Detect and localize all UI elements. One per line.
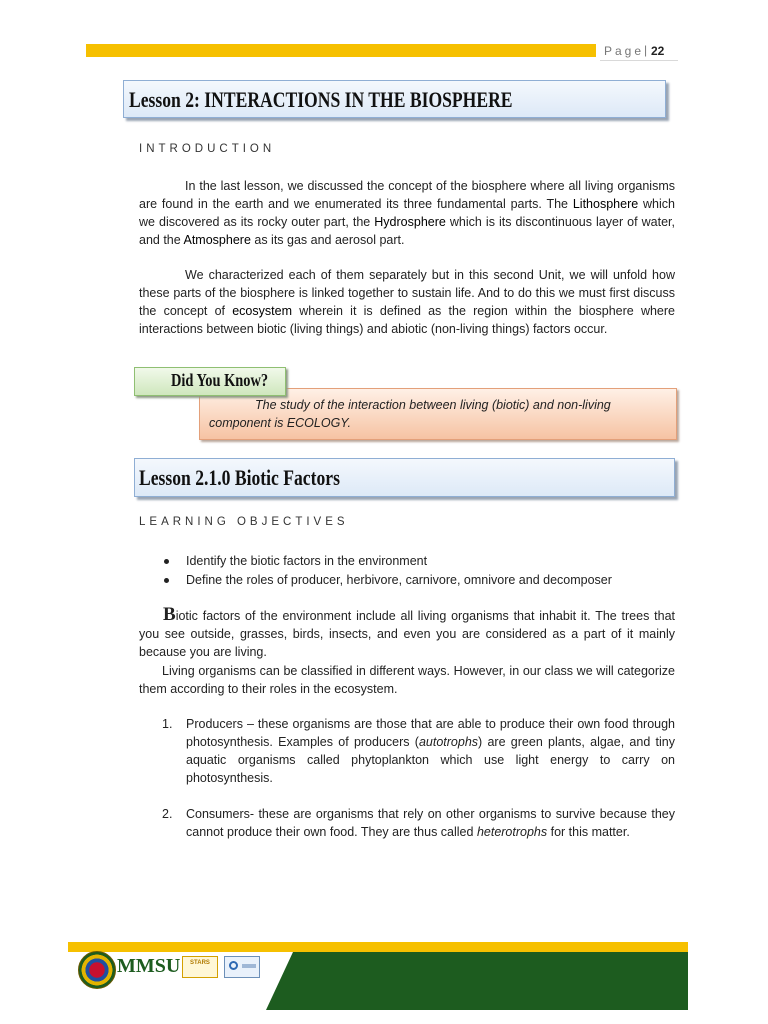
- biotic-paragraph: [139, 604, 675, 661]
- drop-cap: B: [163, 604, 176, 625]
- para-text: In the last lesson, we discussed the concept of the biosphere where all living organisms are found in the earth and we enumerated its three fundamental parts. The: [139, 179, 675, 211]
- para-text: Living organisms can be classified in different ways. However, in our class we will categorize them according to their roles in the ecosystem.: [139, 664, 675, 696]
- learning-objectives-heading: LEARNING OBJECTIVES: [139, 516, 349, 528]
- para-text: as its gas and aerosol part.: [250, 233, 405, 247]
- stars-badge-text: STARS: [190, 960, 210, 966]
- para-text: iotic factors of the environment include all living organisms that inhabit it. The trees that you see outside, grasses, birds, insects, and even you are considered as a part of it mainly because you are living.: [139, 609, 675, 659]
- did-you-know-label: Did You Know?: [171, 370, 269, 390]
- intro-paragraph-1: [139, 177, 675, 249]
- term-lithosphere: Lithosphere: [572, 197, 639, 211]
- did-you-know-tab: [134, 367, 286, 396]
- did-you-know-body: The study of the interaction between living (biotic) and non-living component is ECOLOGY.: [209, 398, 611, 430]
- lesson-title-box: [123, 80, 666, 118]
- item-number: 1.: [162, 717, 173, 731]
- intro-paragraph-2: [139, 266, 675, 338]
- page-separator: |: [644, 43, 648, 57]
- classification-paragraph: [139, 662, 675, 698]
- item-emphasis: autotrophs: [418, 735, 479, 749]
- list-item: Define the roles of producer, herbivore, carnivore, omnivore and decomposer: [160, 571, 680, 590]
- numbered-item-producers: [162, 715, 675, 787]
- term-atmosphere: Atmosphere: [183, 233, 251, 247]
- did-you-know-text: [209, 396, 669, 432]
- para-text: which we discovered as its rocky outer part, the: [139, 197, 675, 229]
- university-seal-icon: [78, 951, 116, 989]
- item-number: 2.: [162, 807, 173, 821]
- item-text: Consumers- these are organisms that rely on other organisms to survive because they cannot produce their own food. They are thus called: [186, 807, 675, 839]
- page-label: Page: [604, 44, 645, 58]
- term-ecosystem: ecosystem: [232, 304, 292, 318]
- para-text: which is its discontinuous layer of water, and the: [139, 215, 675, 247]
- item-text: for this matter.: [547, 825, 630, 839]
- page-number: 22: [651, 44, 665, 58]
- footer-yellow-band: [68, 942, 688, 952]
- introduction-heading: INTRODUCTION: [139, 143, 276, 155]
- list-item: Identify the biotic factors in the environment: [160, 552, 680, 571]
- header-rule: [600, 60, 678, 61]
- item-text: Producers – these organisms are those that are able to produce their own food through photosynthesis. Examples of producers (: [186, 717, 675, 749]
- item-body: [186, 715, 675, 787]
- objectives-list: [160, 552, 680, 590]
- item-emphasis: heterotrophs: [476, 825, 548, 839]
- lesson-title: Lesson 2: INTERACTIONS IN THE BIOSPHERE: [129, 87, 513, 112]
- subsection-title: Lesson 2.1.0 Biotic Factors: [139, 465, 340, 490]
- certification-line: [242, 964, 256, 968]
- item-text: ) are green plants, algae, and tiny aquatic organisms called phytoplankton which use light energy to carry on photosynthesis.: [186, 735, 676, 785]
- stars-badge-icon: [182, 956, 218, 978]
- item-body: [186, 805, 675, 841]
- numbered-item-consumers: [162, 805, 675, 841]
- term-hydrosphere: Hydrosphere: [374, 215, 446, 229]
- university-logo-text: MMSU: [117, 955, 181, 977]
- subsection-title-box: [134, 458, 675, 497]
- para-text: We characterized each of them separately but in this second Unit, we will unfold how these parts of the biosphere is linked together to sustain life. And to do this we must first discuss the concept of: [139, 268, 675, 318]
- para-text: wherein it is defined as the region within the biosphere where interactions between biotic (living things) and abiotic (non-living things) factors occur.: [139, 304, 675, 336]
- certification-mark-icon: [229, 961, 238, 970]
- header-bar: [86, 44, 596, 57]
